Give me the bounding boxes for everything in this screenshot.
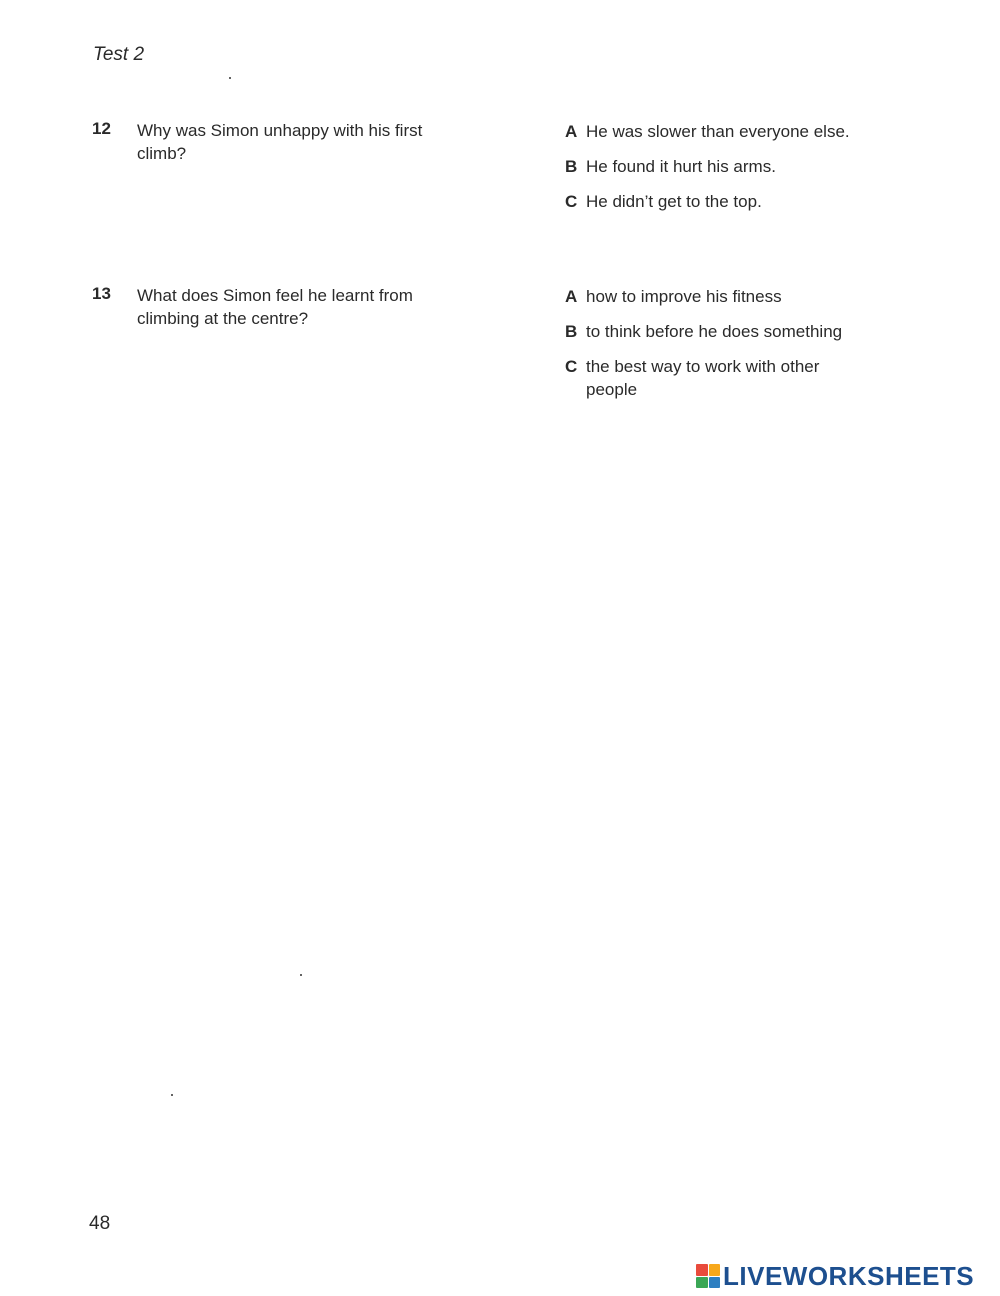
option-text: He was slower than everyone else. xyxy=(586,122,850,141)
option-b[interactable] xyxy=(565,320,885,343)
option-a[interactable] xyxy=(565,285,885,308)
scan-speck xyxy=(300,974,302,976)
option-text: He didn’t get to the top. xyxy=(586,192,762,211)
answer-options xyxy=(565,120,885,225)
logo-tile xyxy=(696,1264,708,1276)
option-b[interactable] xyxy=(565,155,885,178)
option-letter: B xyxy=(565,157,578,176)
option-c[interactable] xyxy=(565,190,885,213)
option-letter: C xyxy=(565,357,578,376)
question-text: Why was Simon unhappy with his first climb? xyxy=(137,121,423,163)
page-header-title: Test 2 xyxy=(93,44,145,65)
answer-options xyxy=(565,285,885,413)
option-c[interactable] xyxy=(565,355,856,401)
option-text: He found it hurt his arms. xyxy=(586,157,776,176)
option-text: the best way to work with other people xyxy=(586,357,820,399)
option-a[interactable] xyxy=(565,120,885,143)
liveworksheets-brand xyxy=(696,1261,974,1291)
logo-tile xyxy=(709,1277,721,1289)
scan-speck xyxy=(229,77,231,79)
liveworksheets-logo-icon xyxy=(696,1264,720,1288)
logo-tile xyxy=(696,1277,708,1289)
logo-tile xyxy=(709,1264,721,1276)
option-letter: A xyxy=(565,122,578,141)
scan-speck xyxy=(171,1094,173,1096)
question-number: 12 xyxy=(92,119,111,138)
brand-name: LIVEWORKSHEETS xyxy=(723,1260,975,1291)
question-text: What does Simon feel he learnt from climbing at the centre? xyxy=(137,286,413,328)
question-number: 13 xyxy=(92,284,111,303)
page-number: 48 xyxy=(89,1213,111,1234)
option-letter: C xyxy=(565,192,578,211)
option-letter: A xyxy=(565,287,578,306)
option-text: how to improve his fitness xyxy=(586,287,782,306)
option-letter: B xyxy=(565,322,578,341)
option-text: to think before he does something xyxy=(586,322,843,341)
